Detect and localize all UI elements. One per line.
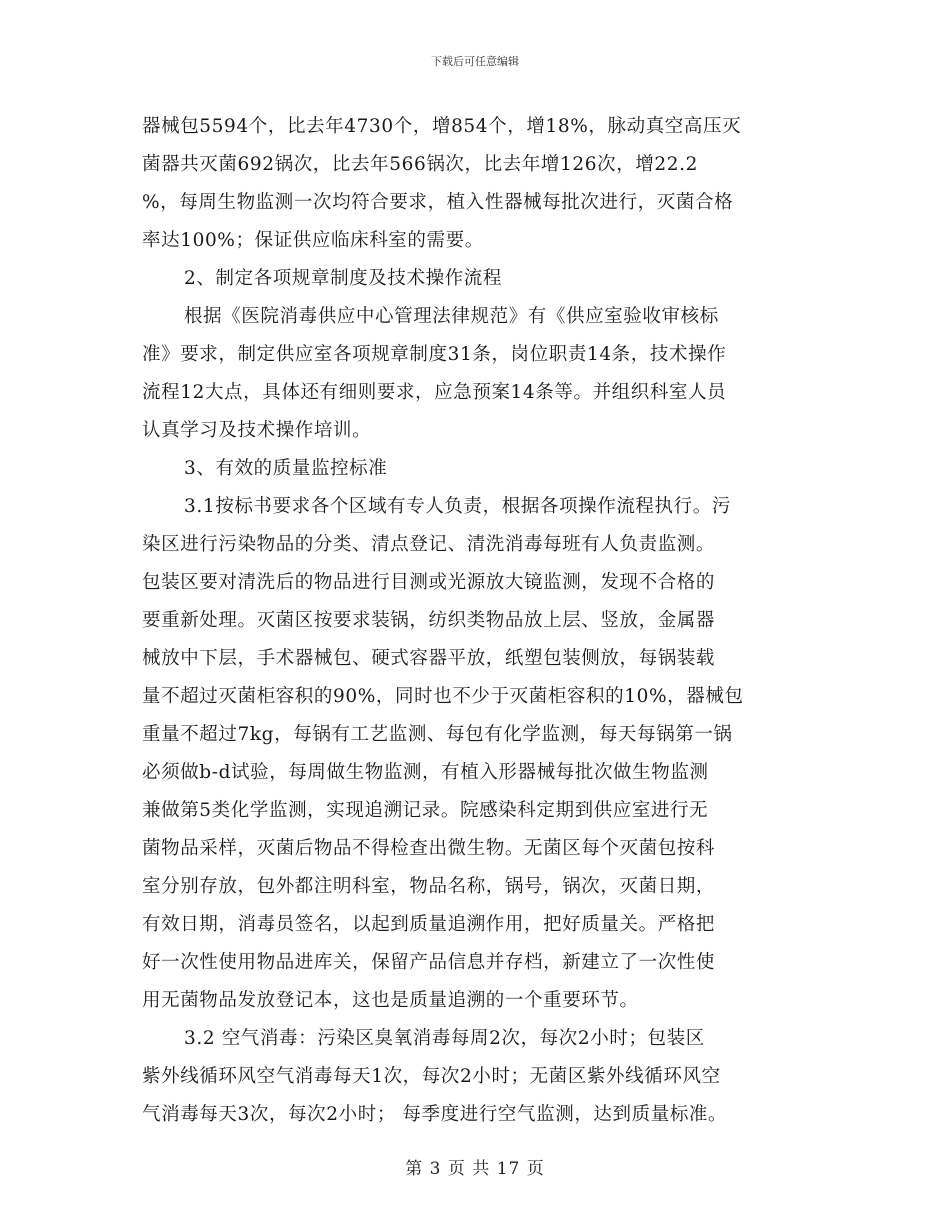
text-line: 3、有效的质量监控标准 bbox=[184, 458, 388, 479]
text-line: 室分别存放，包外都注明科室，物品名称，锅号，锅次，灭菌日期， bbox=[142, 876, 716, 897]
text-line: 量不超过灭菌柜容积的90%，同时也不少于灭菌柜容积的10%，器械包 bbox=[142, 686, 744, 707]
text-line: 用无菌物品发放登记本，这也是质量追溯的一个重要环节。 bbox=[142, 990, 639, 1011]
text-line: 流程12大点，具体还有细则要求，应急预案14条等。并组织科室人员 bbox=[142, 382, 727, 403]
text-line: 紫外线循环风空气消毒每天1次，每次2小时；无菌区紫外线循环风空 bbox=[142, 1066, 721, 1087]
page-footer: 第 3 页 共 17 页 bbox=[405, 1159, 545, 1179]
text-line: 器械包5594个，比去年4730个，增854个，增18%，脉动真空高压灭 bbox=[142, 116, 742, 137]
text-line: %，每周生物监测一次均符合要求，植入性器械每批次进行，灭菌合格 bbox=[142, 192, 734, 213]
text-line: 重量不超过7kg，每锅有工艺监测、每包有化学监测，每天每锅第一锅 bbox=[142, 724, 733, 745]
text-line: 要重新处理。灭菌区按要求装锅，纺织类物品放上层、竖放，金属器 bbox=[142, 610, 716, 631]
header-note: 下载后可任意编辑 bbox=[431, 55, 519, 68]
text-line: 械放中下层，手术器械包、硬式容器平放，纸塑包装侧放，每锅装载 bbox=[142, 648, 716, 669]
text-line: 有效日期，消毒员签名，以起到质量追溯作用，把好质量关。严格把 bbox=[142, 914, 716, 935]
text-line: 3.1按标书要求各个区域有专人负责，根据各项操作流程执行。污 bbox=[184, 496, 731, 517]
text-line: 准》要求，制定供应室各项规章制度31条，岗位职责14条，技术操作 bbox=[142, 344, 727, 365]
text-line: 3.2 空气消毒：污染区臭氧消毒每周2次，每次2小时；包装区 bbox=[184, 1028, 705, 1049]
text-line: 菌物品采样，灭菌后物品不得检查出微生物。无菌区每个灭菌包按科 bbox=[142, 838, 716, 859]
text-line: 气消毒每天3次，每次2小时； 每季度进行空气监测，达到质量标准。 bbox=[142, 1104, 728, 1125]
text-line: 必须做b-d试验，每周做生物监测，有植入形器械每批次做生物监测 bbox=[142, 762, 709, 783]
text-line: 2、制定各项规章制度及技术操作流程 bbox=[184, 268, 502, 289]
text-line: 根据《医院消毒供应中心管理法律规范》有《供应室验收审核标 bbox=[184, 306, 719, 327]
text-line: 兼做第5类化学监测，实现追溯记录。院感染科定期到供应室进行无 bbox=[142, 800, 709, 821]
text-line: 认真学习及技术操作培训。 bbox=[142, 420, 372, 441]
text-line: 包装区要对清洗后的物品进行目测或光源放大镜监测，发现不合格的 bbox=[142, 572, 716, 593]
document-body bbox=[142, 108, 806, 1134]
text-line: 好一次性使用物品进库关，保留产品信息并存档，新建立了一次性使 bbox=[142, 952, 716, 973]
text-line: 率达100%；保证供应临床科室的需要。 bbox=[142, 230, 484, 251]
text-line: 菌器共灭菌692锅次，比去年566锅次，比去年增126次，增22.2 bbox=[142, 154, 699, 175]
text-line: 染区进行污染物品的分类、清点登记、清洗消毒每班有人负责监测。 bbox=[142, 534, 716, 555]
